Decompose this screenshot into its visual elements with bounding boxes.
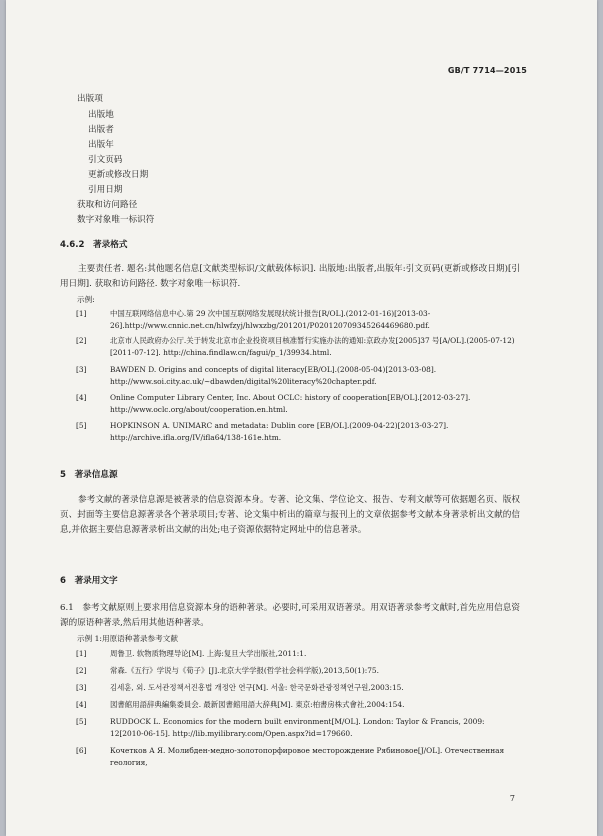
reference-text: HOPKINSON A. UNIMARC and metadata: Dublin core [EB/OL].(2009-04-22)[2013-03-27]. http://archive.ifla.org/IV/ifla64/138-161e.htm. (110, 421, 449, 442)
reference-item (76, 308, 520, 332)
reference-number: [1] (76, 309, 87, 318)
reference-text: 김세훈, 외. 도서관정책서진흥법 개정안 연구[M]. 서울: 한국문화관광정책연구원,2003:15. (110, 683, 404, 692)
reference-number: [5] (76, 421, 87, 430)
section-5-heading: 5 著录信息源 (60, 470, 118, 480)
reference-number: [3] (76, 683, 87, 692)
section-4-6-2-heading: 4.6.2 著录格式 (60, 240, 128, 250)
list-item-place: 出版地 (88, 110, 114, 120)
reference-item (76, 364, 520, 388)
list-item-year: 出版年 (88, 140, 114, 150)
format-paragraph: 主要责任者. 题名:其他题名信息[文献类型标识/文献载体标识]. 出版地:出版者,出版年:引文页码(更新或修改日期)[引用日期]. 获取和访问路径. 数字对象唯一标识符. (60, 264, 520, 289)
reference-item (76, 745, 520, 769)
reference-number: [4] (76, 393, 87, 402)
reference-number: [2] (76, 666, 87, 675)
reference-text: 常森.《五行》学说与《荀子》[J].北京大学学报(哲学社会科学版),2013,50(1):75. (110, 666, 379, 675)
reference-item (76, 682, 520, 694)
standard-code: GB/T 7714—2015 (447, 66, 527, 75)
list-item-publication: 出版项 (77, 94, 103, 104)
reference-item (76, 699, 520, 711)
reference-text: 周鲁卫. 软物质物理导论[M]. 上海:复旦大学出版社,2011:1. (110, 649, 307, 658)
reference-item (76, 392, 520, 416)
list-item-access-path: 获取和访问路径 (77, 200, 138, 210)
section-6-1-paragraph: 6.1 参考文献原则上要求用信息资源本身的语种著录。必要时,可采用双语著录。用双语著录参考文献时,首先应用信息资源的原语种著录,然后用其他语种著录。 (60, 603, 520, 628)
reference-item (76, 335, 520, 359)
reference-item (76, 716, 520, 740)
document-page (6, 0, 597, 836)
reference-number: [4] (76, 700, 87, 709)
reference-number: [3] (76, 365, 87, 374)
list-item-update-date: 更新或修改日期 (88, 170, 149, 180)
example-label: 示例: (77, 295, 95, 304)
reference-number: [5] (76, 717, 87, 726)
reference-text: 図書館用語辞典編集委員会. 最新図書館用語大辞典[M]. 東京:柏書房株式會社,2004:154. (110, 700, 405, 709)
reference-text: 中国互联网络信息中心.第 29 次中国互联网络发展现状统计报告[R/OL].(2012-01-16)[2013-03-26].http://www.cnnic.net.cn/hlwfzyj/hlwxzbg/201201/P020120709345264469680.pdf. (110, 309, 431, 330)
reference-number: [1] (76, 649, 87, 658)
reference-text: Кочетков А Я. Молибден-медно-золотопорфировое месторождение Рябиновое[J/OL]. Отечественная геология, (110, 746, 505, 767)
reference-text: RUDDOCK L. Economics for the modern built environment[M/OL]. London: Taylor & Francis, 2009: 12[2010-06-15]. http://lib.myilibrary.com/Open.aspx?id=179660. (110, 717, 485, 738)
list-item-doi: 数字对象唯一标识符 (77, 215, 155, 225)
page-number: 7 (509, 794, 515, 803)
reference-item (76, 420, 520, 444)
reference-number: [6] (76, 746, 87, 755)
reference-text: 北京市人民政府办公厅.关于转发北京市企业投资项目核准暂行实施办法的通知:京政办发[2005]37 号[A/OL].(2005-07-12)[2011-07-12]. http://china.findlaw.cn/fagui/p_1/39934.html. (110, 336, 515, 357)
list-item-pages: 引文页码 (88, 155, 123, 165)
example-1-label: 示例 1:用原语种著录参考文献 (77, 634, 178, 643)
section-5-paragraph: 参考文献的著录信息源是被著录的信息资源本身。专著、论文集、学位论文、报告、专利文献等可依据题名页、版权页、封面等主要信息源著录各个著录项目;专著、论文集中析出的篇章与报刊上的文章依据参考文献本身著录析出文献的信息,并依据主要信息源著录析出文献的出处;电子资源依据特定网址中的信息著录。 (60, 495, 520, 535)
list-item-publisher: 出版者 (88, 125, 114, 135)
reference-number: [2] (76, 336, 87, 345)
reference-item (76, 665, 520, 677)
reference-text: BAWDEN D. Origins and concepts of digital literacy[EB/OL].(2008-05-04)[2013-03-08]. http://www.soi.city.ac.uk/~dbawden/digital%20literacy%20chapter.pdf. (110, 365, 437, 386)
list-item-cited-date: 引用日期 (88, 185, 123, 195)
reference-item (76, 648, 520, 660)
reference-text: Online Computer Library Center, Inc. About OCLC: history of cooperation[EB/OL].[2012-03-27]. http://www.oclc.org/about/cooperation.en.html. (110, 393, 471, 414)
section-6-heading: 6 著录用文字 (60, 576, 118, 586)
